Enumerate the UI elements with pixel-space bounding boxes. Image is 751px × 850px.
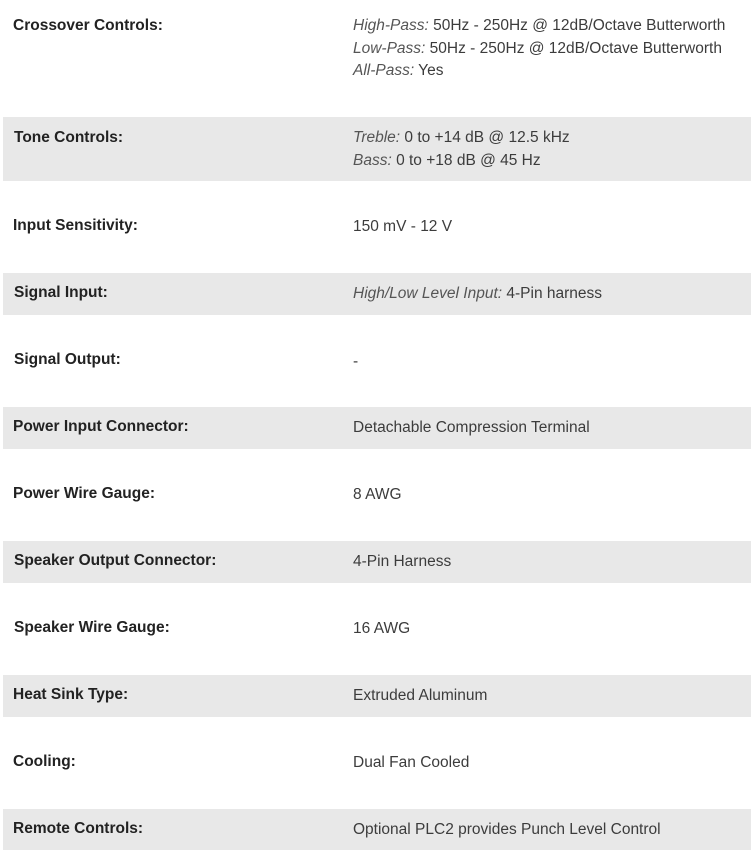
spec-label: Remote Controls: [13, 820, 144, 837]
spec-value [353, 484, 402, 507]
spec-value [353, 551, 451, 574]
spec-value-text: 4-Pin Harness [353, 553, 452, 570]
spec-label: Cooling: [13, 753, 76, 770]
spec-value-line [353, 150, 570, 173]
spec-row [3, 0, 751, 117]
spec-value-text: 8 AWG [353, 486, 402, 503]
spec-value-text: Detachable Compression Terminal [353, 419, 590, 436]
spec-value-text: 0 to +14 dB @ 12.5 kHz [400, 129, 570, 146]
spec-value-line [353, 38, 725, 61]
spec-value-line [353, 15, 725, 38]
spec-value [353, 15, 725, 83]
spec-value-line [353, 685, 487, 708]
spec-row [3, 407, 751, 449]
spec-value [353, 752, 469, 775]
spec-label: Crossover Controls: [13, 17, 163, 34]
spec-value-line [353, 351, 358, 374]
spec-value-line [353, 127, 570, 150]
spec-value-key: Bass: [353, 151, 392, 169]
spec-value [353, 618, 410, 641]
spec-value-line [353, 752, 469, 775]
spec-row [3, 809, 751, 850]
spec-value-text: 0 to +18 dB @ 45 Hz [391, 151, 541, 169]
spec-value-key: All-Pass: [353, 62, 415, 79]
spec-value [353, 351, 358, 374]
spec-value [353, 685, 487, 708]
spec-value-line [353, 618, 410, 641]
spec-label: Heat Sink Type: [13, 686, 129, 703]
spec-value-key: High-Pass: [353, 17, 429, 34]
spec-value-text: Optional PLC2 provides Punch Level Control [353, 821, 661, 838]
spec-value-line [353, 417, 590, 440]
spec-value-line [353, 60, 725, 83]
spec-value-line [353, 216, 452, 239]
spec-label: Signal Input: [14, 284, 108, 301]
spec-value-line [353, 484, 402, 507]
spec-value-key: High/Low Level Input: [353, 285, 503, 302]
spec-label: Speaker Output Connector: [14, 552, 217, 569]
spec-value-key: Treble: [353, 129, 401, 146]
spec-value [353, 819, 661, 842]
spec-value-text: 150 mV - 12 V [353, 218, 453, 235]
spec-row [3, 449, 751, 541]
spec-value-line [353, 819, 661, 842]
spec-label: Input Sensitivity: [13, 217, 138, 234]
spec-value-text: Dual Fan Cooled [353, 754, 470, 771]
spec-label: Power Input Connector: [13, 418, 189, 435]
spec-label: Speaker Wire Gauge: [14, 619, 170, 636]
spec-label: Power Wire Gauge: [13, 485, 155, 502]
spec-value-key: Low-Pass: [353, 39, 426, 57]
spec-value [353, 417, 590, 440]
spec-row [3, 583, 751, 675]
spec-value-text: 16 AWG [353, 620, 411, 637]
spec-value-text: 50Hz - 250Hz @ 12dB/Octave Butterworth [425, 39, 722, 57]
spec-row [3, 675, 751, 717]
spec-value-text: Yes [414, 62, 444, 79]
spec-label: Signal Output: [14, 351, 121, 368]
spec-value-line [353, 551, 451, 574]
spec-value-text: Extruded Aluminum [353, 687, 488, 704]
spec-row [3, 117, 751, 181]
spec-value-text: - [353, 353, 359, 370]
spec-row [3, 181, 751, 273]
spec-value [353, 216, 452, 239]
spec-value-line [353, 283, 602, 306]
spec-label: Tone Controls: [14, 129, 124, 146]
spec-value [353, 283, 602, 306]
spec-row [3, 315, 751, 407]
spec-value-text: 50Hz - 250Hz @ 12dB/Octave Butterworth [428, 17, 726, 34]
spec-value-text: 4-Pin harness [502, 285, 603, 302]
spec-row [3, 717, 751, 809]
spec-row [3, 273, 751, 315]
spec-value [353, 127, 570, 172]
spec-row [3, 541, 751, 583]
